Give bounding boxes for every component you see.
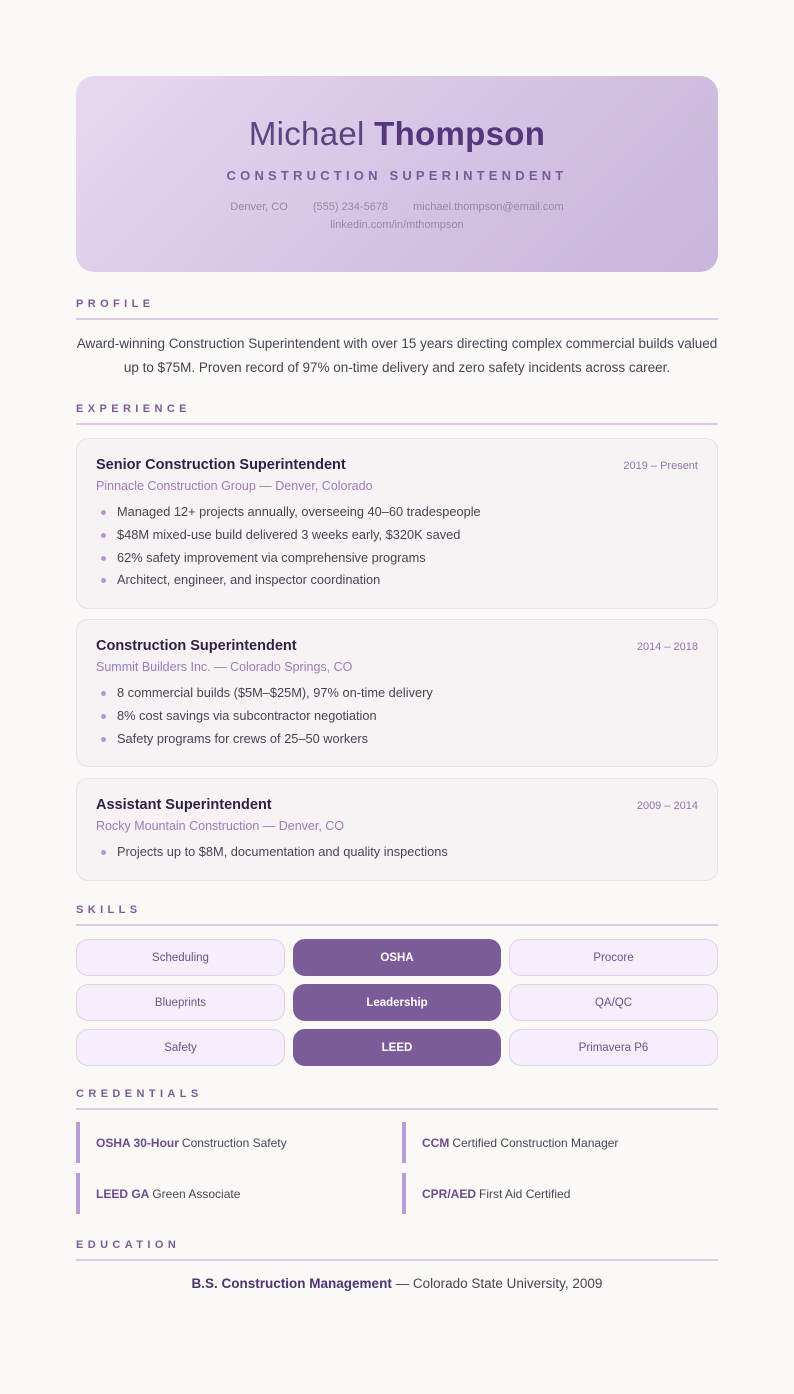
credential-item [76,1122,402,1163]
credential-code: LEED GA [96,1186,150,1201]
skill-tag: Procore [509,939,718,976]
education-degree: B.S. Construction Management [191,1276,392,1291]
skills-grid [76,939,718,1066]
credential-code: CPR/AED [422,1186,477,1201]
job-title-heading: CONSTRUCTION SUPERINTENDENT [226,168,568,183]
job-bullet: $48M mixed-use build delivered 3 weeks early, $320K saved [96,524,698,547]
job-company: Summit Builders Inc. — Colorado Springs, CO [96,660,353,674]
section-heading-credentials: CREDENTIALS [76,1088,718,1110]
section-heading-profile: PROFILE [76,298,718,320]
job-title: Construction Superintendent [96,638,297,654]
education-school: — Colorado State University, 2009 [395,1276,603,1291]
contact-info [76,198,718,234]
job-dates: 2019 – Present [623,460,698,472]
job-bullet: Managed 12+ projects annually, overseeing 40–60 tradespeople [96,501,698,524]
job-dates: 2014 – 2018 [636,641,698,653]
credential-item [76,1173,402,1214]
job-company: Pinnacle Construction Group — Denver, Colorado [96,479,373,493]
credential-desc: Construction Safety [181,1135,287,1150]
job-bullets [96,501,698,592]
job-card [76,619,718,767]
section-heading-experience: EXPERIENCE [76,403,718,425]
job-bullet: Safety programs for crews of 25–50 workers [96,728,698,751]
job-bullet: Projects up to $8M, documentation and quality inspections [96,841,698,864]
section-heading-skills: SKILLS [76,904,718,926]
first-name: Michael [248,115,365,152]
credential-desc: First Aid Certified [479,1186,571,1201]
skill-tag: Scheduling [76,939,285,976]
profile-summary: Award-winning Construction Superintendent with over 15 years directing complex commercial builds valued up to $75M. Proven record of 97% on-time delivery and zero safety incidents across career. [76,336,718,375]
credentials-grid [76,1122,718,1214]
job-bullet: Architect, engineer, and inspector coordination [96,569,698,592]
credential-code: OSHA 30-Hour [96,1135,179,1150]
job-card [76,778,718,881]
job-company: Rocky Mountain Construction — Denver, CO [96,819,345,833]
skill-tag: Blueprints [76,984,285,1021]
contact-email[interactable]: michael.thompson@email.com [413,201,564,213]
section-heading-education: EDUCATION [76,1239,718,1261]
credential-item [402,1173,718,1214]
full-name [76,114,718,154]
skill-tag-highlighted: Leadership [293,984,501,1021]
skill-tag: QA/QC [509,984,718,1021]
job-title: Assistant Superintendent [96,797,272,813]
job-bullets [96,682,698,750]
job-bullets [96,841,698,864]
contact-linkedin[interactable]: linkedin.com/in/mthompson [330,219,464,231]
job-bullet: 8% cost savings via subcontractor negotiation [96,705,698,728]
credential-item [402,1122,718,1163]
credential-desc: Green Associate [152,1186,241,1201]
skill-tag: Safety [76,1029,285,1066]
skill-tag-highlighted: OSHA [293,939,501,976]
contact-location: Denver, CO [230,201,288,213]
job-bullet: 62% safety improvement via comprehensive programs [96,547,698,570]
last-name: Thompson [374,115,546,152]
credential-desc: Certified Construction Manager [452,1135,619,1150]
skill-tag-highlighted: LEED [293,1029,501,1066]
job-dates: 2009 – 2014 [636,800,698,812]
resume-page [76,76,718,1291]
job-card [76,438,718,609]
resume-header [76,76,718,272]
education-entry [76,1276,718,1291]
contact-phone[interactable]: (555) 234-5678 [312,201,389,213]
job-title: Senior Construction Superintendent [96,457,346,473]
skill-tag: Primavera P6 [509,1029,718,1066]
job-bullet: 8 commercial builds ($5M–$25M), 97% on-time delivery [96,682,698,705]
credential-code: CCM [422,1135,450,1150]
